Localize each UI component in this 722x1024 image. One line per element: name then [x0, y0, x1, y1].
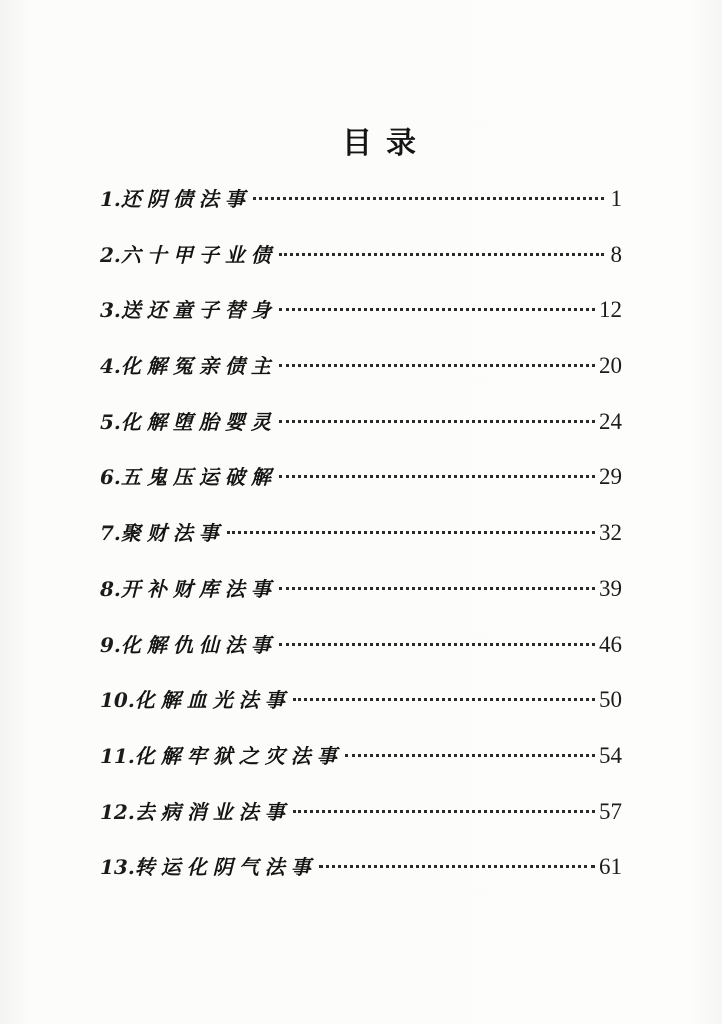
toc-entry-number: 13.: [100, 855, 135, 880]
toc-entry-title: 化解冤亲债主: [120, 354, 277, 379]
toc-entry-9: [100, 621, 622, 677]
toc-entry-page: 32: [599, 520, 622, 546]
dot-leader: [293, 810, 595, 813]
toc-entry-11: [100, 732, 622, 788]
toc-entry-page: 8: [610, 241, 622, 267]
dot-leader: [319, 865, 595, 868]
toc-entry-number: 5.: [100, 409, 121, 434]
toc-entry-title: 化解堕胎婴灵: [120, 409, 277, 434]
toc-entry-8: [100, 565, 622, 621]
toc-entry-title: 开补财库法事: [120, 576, 277, 601]
toc-entry-number: 2.: [100, 242, 121, 267]
dot-leader: [279, 308, 595, 311]
toc-entry-7: [100, 509, 622, 565]
dot-leader: [279, 587, 595, 590]
toc-entry-page: 61: [599, 854, 622, 880]
table-of-contents: [100, 175, 622, 899]
toc-entry-4: [100, 342, 622, 398]
dot-leader: [279, 420, 595, 423]
toc-entry-number: 8.: [100, 576, 121, 601]
page-title: 目录: [342, 126, 430, 161]
toc-entry-number: 3.: [100, 298, 121, 323]
toc-entry-title: 化解牢狱之灾法事: [134, 743, 343, 768]
toc-entry-number: 11.: [100, 743, 135, 768]
toc-entry-number: 7.: [100, 521, 121, 546]
toc-entry-number: 6.: [100, 465, 121, 490]
toc-entry-page: 50: [599, 687, 622, 713]
toc-entry-page: 12: [599, 297, 622, 323]
toc-entry-number: 1.: [100, 187, 121, 211]
toc-entry-title: 化解血光法事: [134, 688, 291, 713]
toc-entry-title: 化解仇仙法事: [120, 632, 277, 657]
dot-leader: [293, 698, 595, 701]
dot-leader: [279, 364, 595, 367]
toc-entry-title: 转运化阴气法事: [134, 855, 317, 880]
dot-leader: [279, 475, 595, 478]
toc-entry-page: 54: [599, 742, 622, 768]
toc-entry-number: 10.: [100, 688, 135, 713]
dot-leader: [279, 643, 595, 646]
toc-entry-number: 9.: [100, 632, 121, 657]
dot-leader: [279, 253, 604, 256]
toc-entry-page: 39: [599, 575, 622, 601]
toc-entry-title: 去病消业法事: [134, 799, 291, 824]
toc-entry-title: 送还童子替身: [120, 298, 277, 323]
toc-entry-5: [100, 398, 622, 454]
toc-entry-13: [100, 843, 622, 899]
toc-entry-page: 20: [599, 353, 622, 379]
toc-entry-page: 46: [599, 631, 622, 657]
toc-entry-10: [100, 676, 622, 732]
toc-entry-title: 还阴债法事: [120, 187, 251, 211]
toc-entry-title: 六十甲子业债: [120, 242, 277, 267]
toc-entry-2: [100, 231, 622, 287]
toc-entry-page: 24: [599, 408, 622, 434]
toc-entry-page: 1: [610, 186, 622, 211]
dot-leader: [227, 531, 595, 534]
dot-leader: [253, 197, 604, 200]
toc-entry-12: [100, 788, 622, 844]
toc-entry-3: [100, 286, 622, 342]
toc-entry-number: 4.: [100, 354, 121, 379]
toc-entry-page: 29: [599, 464, 622, 490]
toc-entry-number: 12.: [100, 799, 135, 824]
toc-entry-title: 聚财法事: [120, 521, 225, 546]
toc-entry-page: 57: [599, 798, 622, 824]
toc-entry-1: [100, 175, 622, 231]
toc-entry-title: 五鬼压运破解: [120, 465, 277, 490]
dot-leader: [345, 754, 595, 757]
toc-entry-6: [100, 453, 622, 509]
